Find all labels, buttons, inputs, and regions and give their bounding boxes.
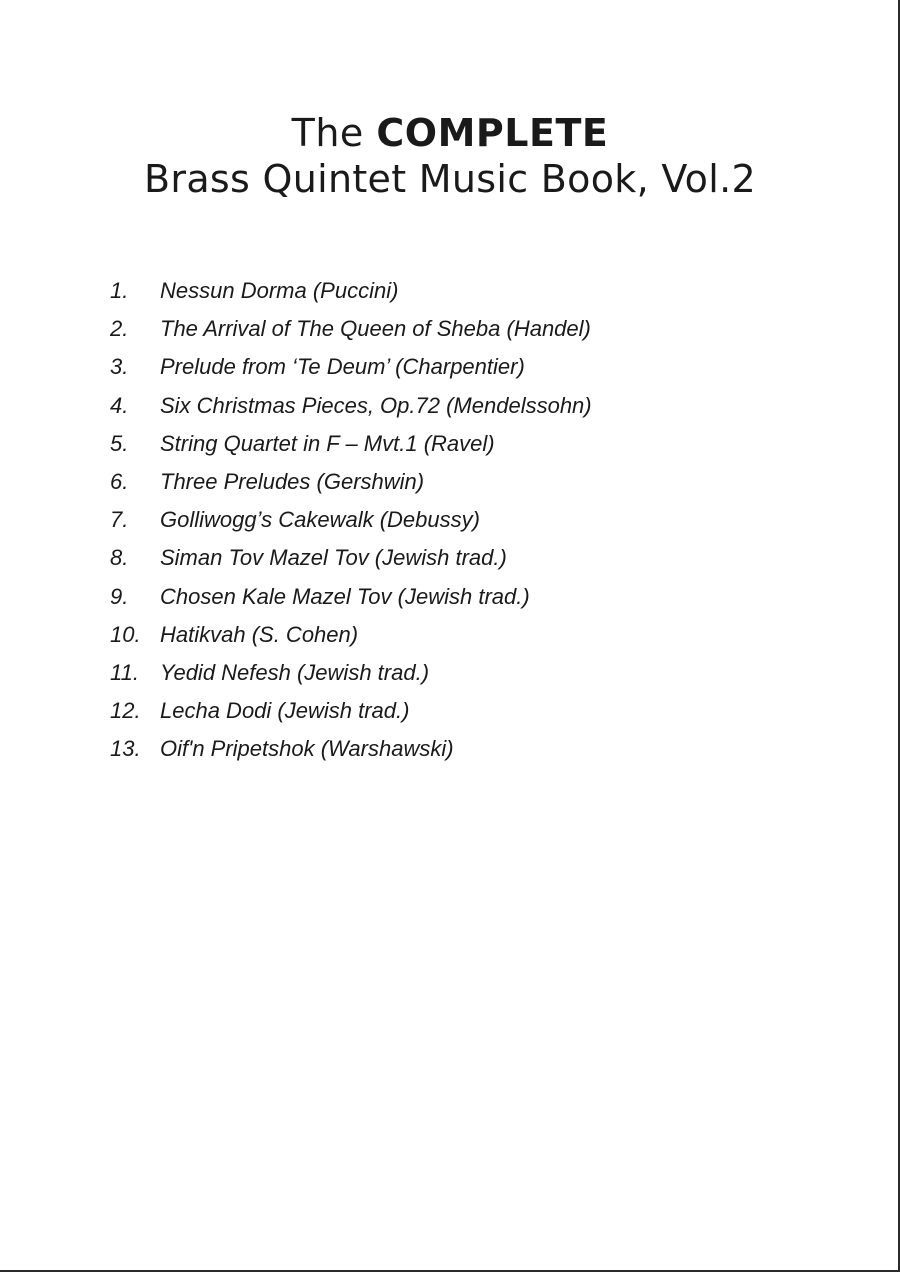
item-title: Three Preludes (Gershwin) <box>160 468 425 494</box>
contents-item <box>110 578 810 616</box>
item-number: 9. <box>110 583 129 609</box>
item-title: The Arrival of The Queen of Sheba (Handel) <box>160 316 591 342</box>
contents-item <box>110 463 810 501</box>
item-title: Nessun Dorma (Puccini) <box>160 278 399 303</box>
item-number: 13. <box>110 736 141 762</box>
item-title: Oif'n Pripetshok (Warshawski) <box>160 736 454 762</box>
item-title: Siman Tov Mazel Tov (Jewish trad.) <box>160 545 507 571</box>
item-number: 12. <box>110 698 141 724</box>
item-title: Lecha Dodi (Jewish trad.) <box>160 698 410 724</box>
item-title: Prelude from ‘Te Deum’ (Charpentier) <box>160 354 525 380</box>
contents-list <box>110 272 810 768</box>
title-subtitle: Brass Quintet Music Book, Vol.2 <box>144 157 756 201</box>
contents-item <box>110 654 810 692</box>
item-title: Chosen Kale Mazel Tov (Jewish trad.) <box>160 583 530 609</box>
item-number: 1. <box>110 278 129 303</box>
contents-item <box>110 616 810 654</box>
item-number: 8. <box>110 545 129 571</box>
title-emphasis: COMPLETE <box>376 111 609 155</box>
item-number: 2. <box>110 316 129 342</box>
item-title: Golliwogg’s Cakewalk (Debussy) <box>160 507 480 533</box>
book-title <box>0 110 900 202</box>
item-number: 4. <box>110 392 129 418</box>
item-number: 10. <box>110 621 141 647</box>
contents-item <box>110 310 810 348</box>
item-title: Yedid Nefesh (Jewish trad.) <box>160 659 430 685</box>
contents-item <box>110 692 810 730</box>
item-title: String Quartet in F – Mvt.1 (Ravel) <box>160 430 495 456</box>
item-number: 11. <box>110 659 139 685</box>
contents-item <box>110 501 810 539</box>
title-line-1 <box>0 110 900 156</box>
contents-item <box>110 425 810 463</box>
item-number: 5. <box>110 430 129 456</box>
item-number: 7. <box>110 507 129 533</box>
item-number: 6. <box>110 468 129 494</box>
item-number: 3. <box>110 354 129 380</box>
contents-item <box>110 387 810 425</box>
contents-item <box>110 272 810 310</box>
contents-item <box>110 730 810 768</box>
contents-item <box>110 348 810 386</box>
title-prefix: The <box>291 111 364 155</box>
item-title: Six Christmas Pieces, Op.72 (Mendelssohn) <box>160 392 592 418</box>
contents-item <box>110 539 810 577</box>
item-title: Hatikvah (S. Cohen) <box>160 621 359 647</box>
